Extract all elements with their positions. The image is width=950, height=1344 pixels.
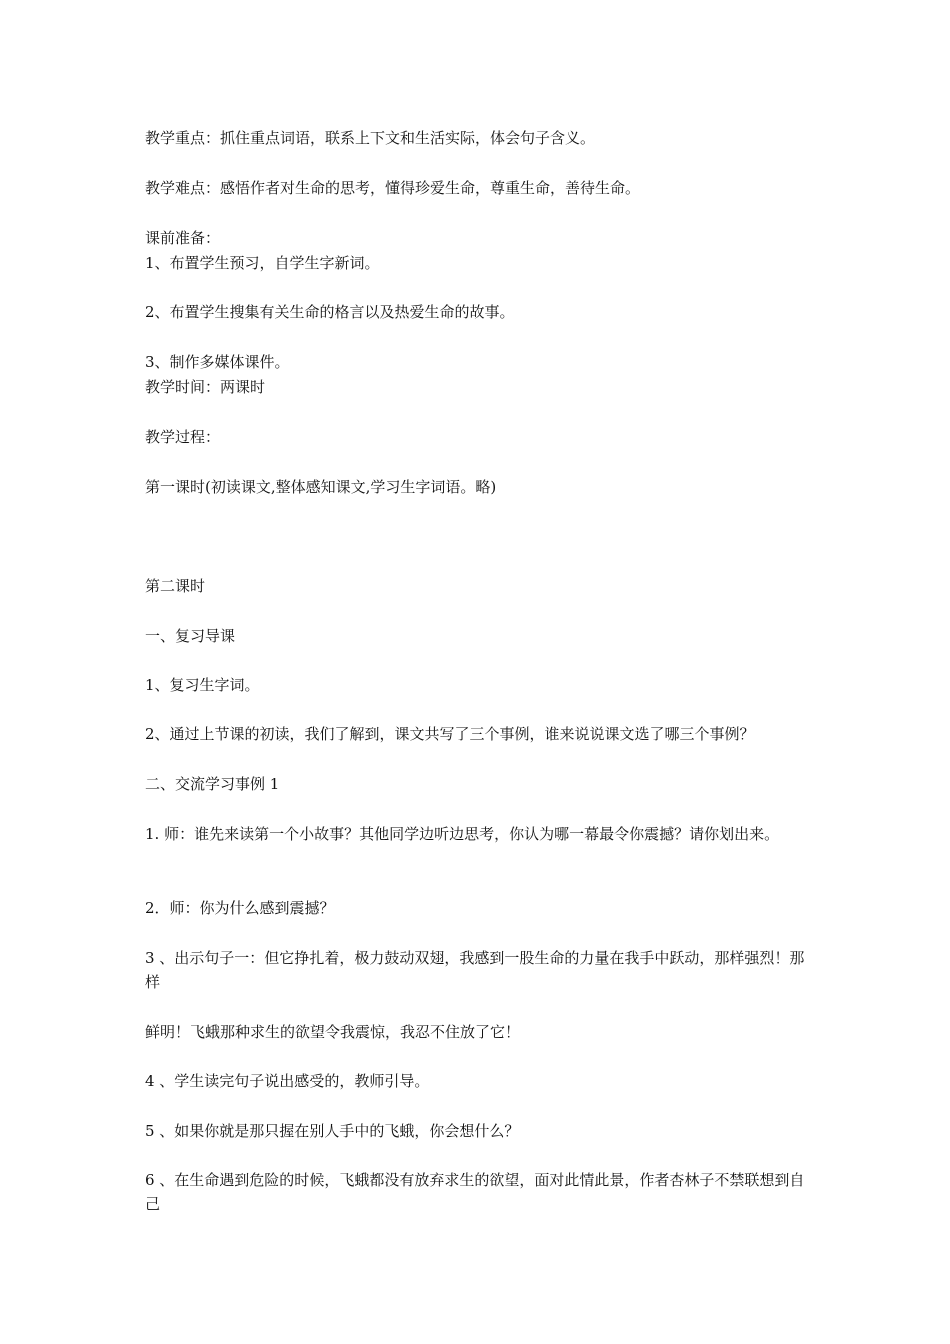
section-1-item-2: 2、通过上节课的初读，我们了解到，课文共写了三个事例，谁来说说课文选了哪三个事例？ — [145, 725, 755, 743]
section-1-heading: 一、复习导课 — [145, 627, 236, 645]
section-2-item-5: 5 、如果你就是那只握在别人手中的飞蛾，你会想什么？ — [145, 1122, 520, 1140]
section-2-item-2: 2．师：你为什么感到震撼？ — [145, 899, 335, 917]
first-lesson: 第一课时(初读课文,整体感知课文,学习生字词语。略) — [145, 478, 497, 496]
section-1-item-1: 1、复习生字词。 — [145, 676, 260, 694]
section-2-item-6: 6 、在生命遇到危险的时候，飞蛾都没有放弃求生的欲望，面对此情此景，作者杏林子不禁联想到自己 — [145, 1171, 805, 1213]
teaching-process-heading: 教学过程： — [145, 428, 221, 446]
teaching-focus: 教学重点：抓住重点词语，联系上下文和生活实际，体会句子含义。 — [145, 129, 596, 147]
section-2-item-1: 1. 师：谁先来读第一个小故事？其他同学边听边思考，你认为哪一幕最令你震撼？请你划出来。 — [145, 825, 780, 843]
preparation-item-2: 2、布置学生搜集有关生命的格言以及热爱生命的故事。 — [145, 303, 515, 321]
section-2-heading: 二、交流学习事例 1 — [145, 775, 280, 793]
section-2-item-4: 4 、学生读完句子说出感受的，教师引导。 — [145, 1072, 430, 1090]
second-lesson-heading: 第二课时 — [145, 577, 206, 595]
preparation-heading: 课前准备： — [145, 229, 221, 247]
section-2-item-3-continued: 鲜明！飞蛾那种求生的欲望令我震惊，我忍不住放了它！ — [145, 1023, 521, 1041]
section-2-item-3: 3 、出示句子一：但它挣扎着，极力鼓动双翅，我感到一股生命的力量在我手中跃动，那样强烈！那样 — [145, 949, 805, 991]
preparation-item-1: 1、布置学生预习，自学生字新词。 — [145, 254, 380, 272]
teaching-time: 教学时间：两课时 — [145, 378, 266, 396]
teaching-difficulty: 教学难点：感悟作者对生命的思考，懂得珍爱生命，尊重生命，善待生命。 — [145, 179, 641, 197]
preparation-item-3: 3、制作多媒体课件。 — [145, 353, 290, 371]
